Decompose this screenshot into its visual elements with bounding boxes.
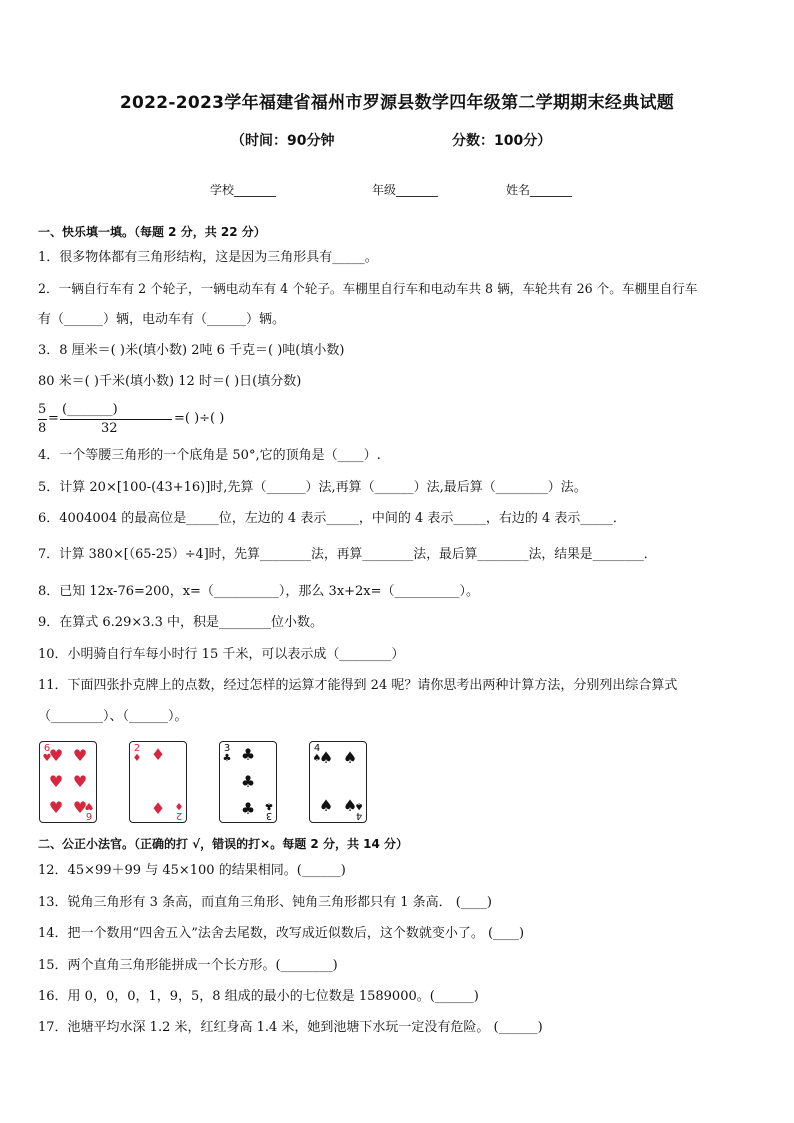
heart-icon: ♥ <box>42 753 52 764</box>
question-6: 6．4004004 的最高位是_____位，左边的 4 表示_____，中间的 4 表示_____，右边的 4 表示_____． <box>38 511 626 526</box>
section-1-heading: 一、快乐填一填。（每题 2 分，共 22 分） <box>38 225 266 239</box>
question-4: 4．一个等腰三角形的一个底角是 50°,它的顶角是（____）. <box>38 448 381 463</box>
card-rank: 6 <box>85 810 93 821</box>
name-field: 姓名_______ <box>506 183 573 197</box>
heart-icon: ♥ <box>48 772 64 791</box>
fraction-bar-2 <box>60 419 172 420</box>
spade-icon: ♠ <box>312 753 322 764</box>
playing-card-two-diamonds <box>129 741 187 823</box>
equals-sign: = <box>48 411 59 426</box>
diamond-icon: ♦ <box>150 745 166 764</box>
question-12: 12．45×99＋99 与 45×100 的结果相同。(______) <box>38 863 346 878</box>
question-9: 9．在算式 6.29×3.3 中，积是________位小数。 <box>38 615 324 630</box>
playing-card-three-clubs <box>219 741 277 823</box>
spade-icon: ♠ <box>342 748 358 767</box>
card-rank: 4 <box>313 743 321 754</box>
question-10: 10．小明骑自行车每小时行 15 千米，可以表示成（________） <box>38 647 405 662</box>
club-icon: ♣ <box>240 799 256 818</box>
question-8: 8．已知 12x-76=200，x=（__________），那么 3x+2x=（__________）。 <box>38 584 480 599</box>
club-icon: ♣ <box>240 772 256 791</box>
question-3-line-1: 3．8 厘米＝( )米(填小数) 2吨 6 千克＝( )吨(填小数) <box>38 343 345 358</box>
exam-time: （时间：90分钟 <box>231 133 335 149</box>
diamond-icon: ♦ <box>150 799 166 818</box>
card-rank: 3 <box>265 810 273 821</box>
heart-icon: ♥ <box>48 746 64 765</box>
fraction-division-blanks: =( )÷( ) <box>174 411 225 426</box>
fraction-numerator: 5 <box>38 402 47 417</box>
spade-icon: ♠ <box>318 796 334 815</box>
fraction-bar <box>38 419 47 420</box>
diamond-icon: ♦ <box>132 753 142 764</box>
grade-field: 年级_______ <box>372 183 439 197</box>
fraction-denominator-2: 32 <box>101 421 118 436</box>
question-3-line-2: 80 米＝( )千米(填小数) 12 时＝( )日(填分数) <box>38 374 302 389</box>
club-icon: ♣ <box>222 753 232 764</box>
section-2-heading: 二、公正小法官。（正确的打 √，错误的打×。每题 2 分，共 14 分） <box>38 837 408 851</box>
club-icon: ♣ <box>240 745 256 764</box>
fraction-blank-numerator: (_______) <box>62 402 118 417</box>
spade-icon: ♠ <box>318 748 334 767</box>
spade-icon: ♠ <box>342 796 358 815</box>
question-11-line-1: 11．下面四张扑克牌上的点数，经过怎样的运算才能得到 24 呢？请你思考出两种计算方法，分别列出综合算式 <box>38 678 678 693</box>
question-5: 5．计算 20×[100-(43+16)]时,先算（______）法,再算（______）法,最后算（________）法。 <box>38 480 587 495</box>
question-17: 17．池塘平均水深 1.2 米，红红身高 1.4 米，她到池塘下水玩一定没有危险。 (______) <box>38 1020 543 1035</box>
card-rank: 6 <box>43 743 51 754</box>
heart-icon: ♥ <box>48 798 64 817</box>
card-rank: 2 <box>175 810 183 821</box>
card-rank: 3 <box>223 743 231 754</box>
playing-card-six-hearts <box>39 741 97 823</box>
spade-icon: ♠ <box>354 800 364 811</box>
question-13: 13．锐角三角形有 3 条高，而直角三角形、钝角三角形都只有 1 条高． (____) <box>38 895 492 910</box>
exam-score: 分数：100分） <box>452 133 552 149</box>
question-1: 1．很多物体都有三角形结构，这是因为三角形具有_____。 <box>38 250 378 265</box>
question-2-line-2: 有（______）辆，电动车有（______）辆。 <box>38 312 286 327</box>
card-rank: 4 <box>355 810 363 821</box>
club-icon: ♣ <box>264 800 274 811</box>
fraction-denominator: 8 <box>38 421 47 436</box>
heart-icon: ♥ <box>72 746 88 765</box>
page-title: 2022-2023学年福建省福州市罗源县数学四年级第二学期期末经典试题 <box>119 93 675 113</box>
heart-icon: ♥ <box>84 800 94 811</box>
question-2-line-1: 2．一辆自行车有 2 个轮子，一辆电动车有 4 个轮子。车棚里自行车和电动车共 8 辆，车轮共有 26 个。车棚里自行车 <box>38 281 698 296</box>
heart-icon: ♥ <box>72 798 88 817</box>
school-field: 学校_______ <box>210 183 277 197</box>
question-14: 14．把一个数用“四舍五入”法舍去尾数，改写成近似数后，这个数就变小了。 (____) <box>38 926 525 941</box>
question-16: 16．用 0，0，0，1，9，5，8 组成的最小的七位数是 1589000。(______) <box>38 989 479 1004</box>
heart-icon: ♥ <box>72 772 88 791</box>
card-rank: 2 <box>133 743 141 754</box>
question-15: 15．两个直角三角形能拼成一个长方形。(________) <box>38 958 338 973</box>
question-7: 7．计算 380×[（65-25）÷4]时，先算________法，再算________法，最后算________法，结果是________． <box>38 547 657 562</box>
question-11-line-2: （________）、（______）。 <box>38 709 188 724</box>
diamond-icon: ♦ <box>174 800 184 811</box>
playing-card-four-spades <box>309 741 367 823</box>
